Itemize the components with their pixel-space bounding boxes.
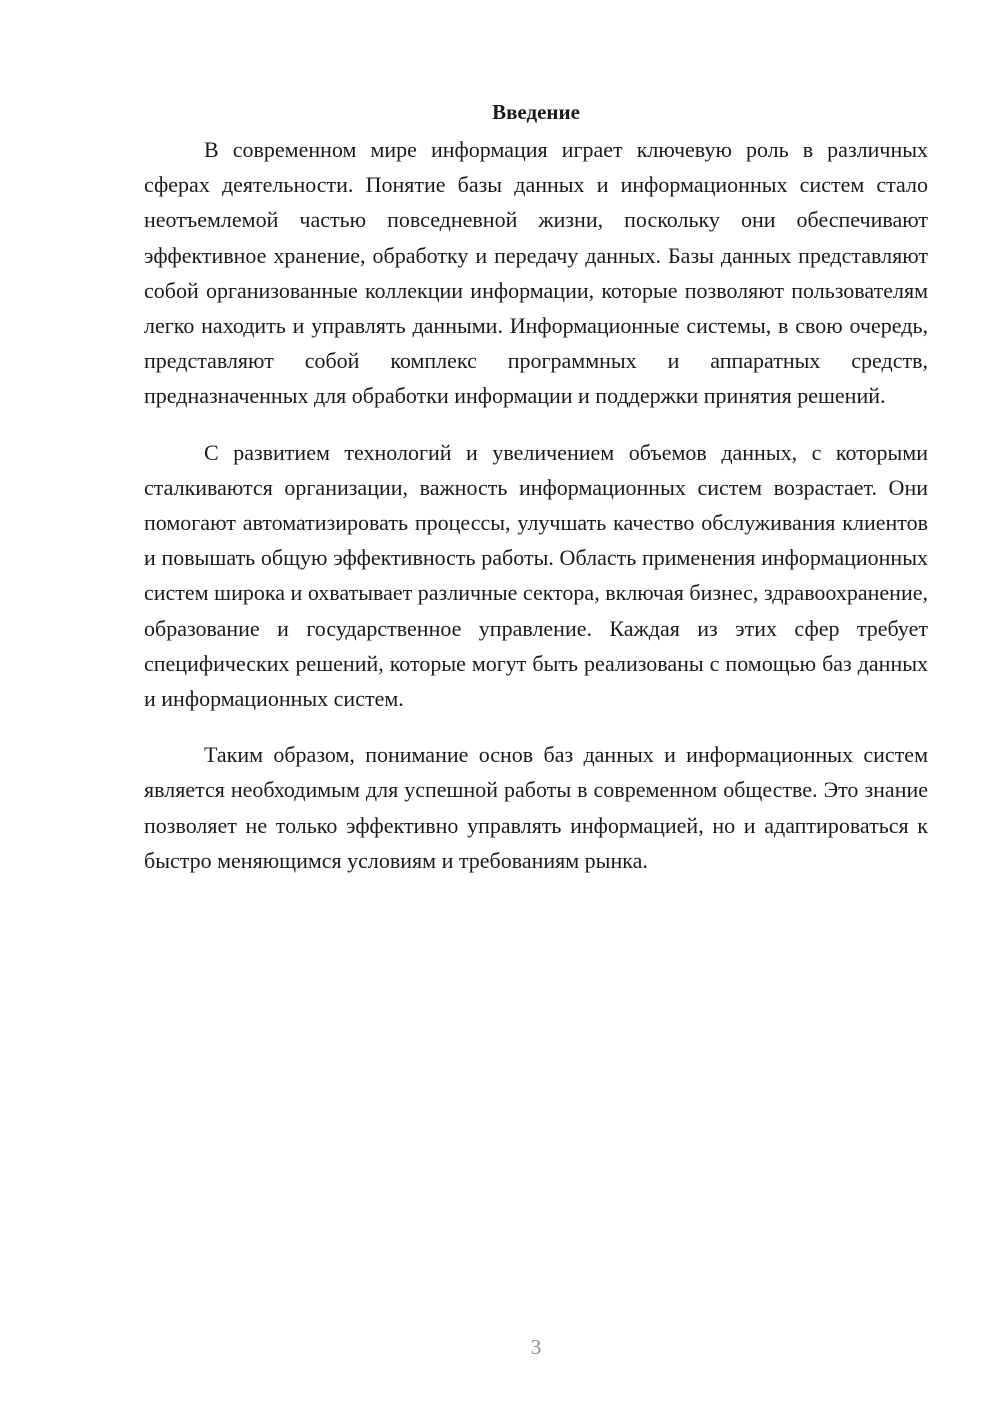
section-title: Введение [492,100,580,124]
page-number: 3 [530,1335,542,1359]
page-content [144,97,928,878]
paragraph: Таким образом, понимание основ баз данных и информационных систем является необходимым для успешной работы в современном обществе. Это знание позволяет не только эффективно управлять информацией, но и адаптироваться к быстро меняющимся условиям и требованиям рынка. [144,742,928,873]
paragraph: С развитием технологий и увеличением объемов данных, с которыми сталкиваются организации, важность информационных систем возрастает. Они помогают автоматизировать процессы, улучшать качество обслуживания клиентов и повышать общую эффективность работы. Область применения информационных систем широка и охватывает различные сектора, включая бизнес, здравоохранение, образование и государственное управление. Каждая из этих сфер требует специфических решений, которые могут быть реализованы с помощью баз данных и информационных систем. [144,439,928,712]
paragraph: В современном мире информация играет ключевую роль в различных сферах деятельности. Понятие базы данных и информационных систем стало неотъемлемой частью повседневной жизни, поскольку они обеспечивают эффективное хранение, обработку и передачу данных. Базы данных представляют собой организованные коллекции информации, которые позволяют пользователям легко находить и управлять данными. Информационные системы, в свою очередь, представляют собой комплекс программных и аппаратных средств, предназначенных для обработки информации и поддержки принятия решений. [144,137,928,409]
